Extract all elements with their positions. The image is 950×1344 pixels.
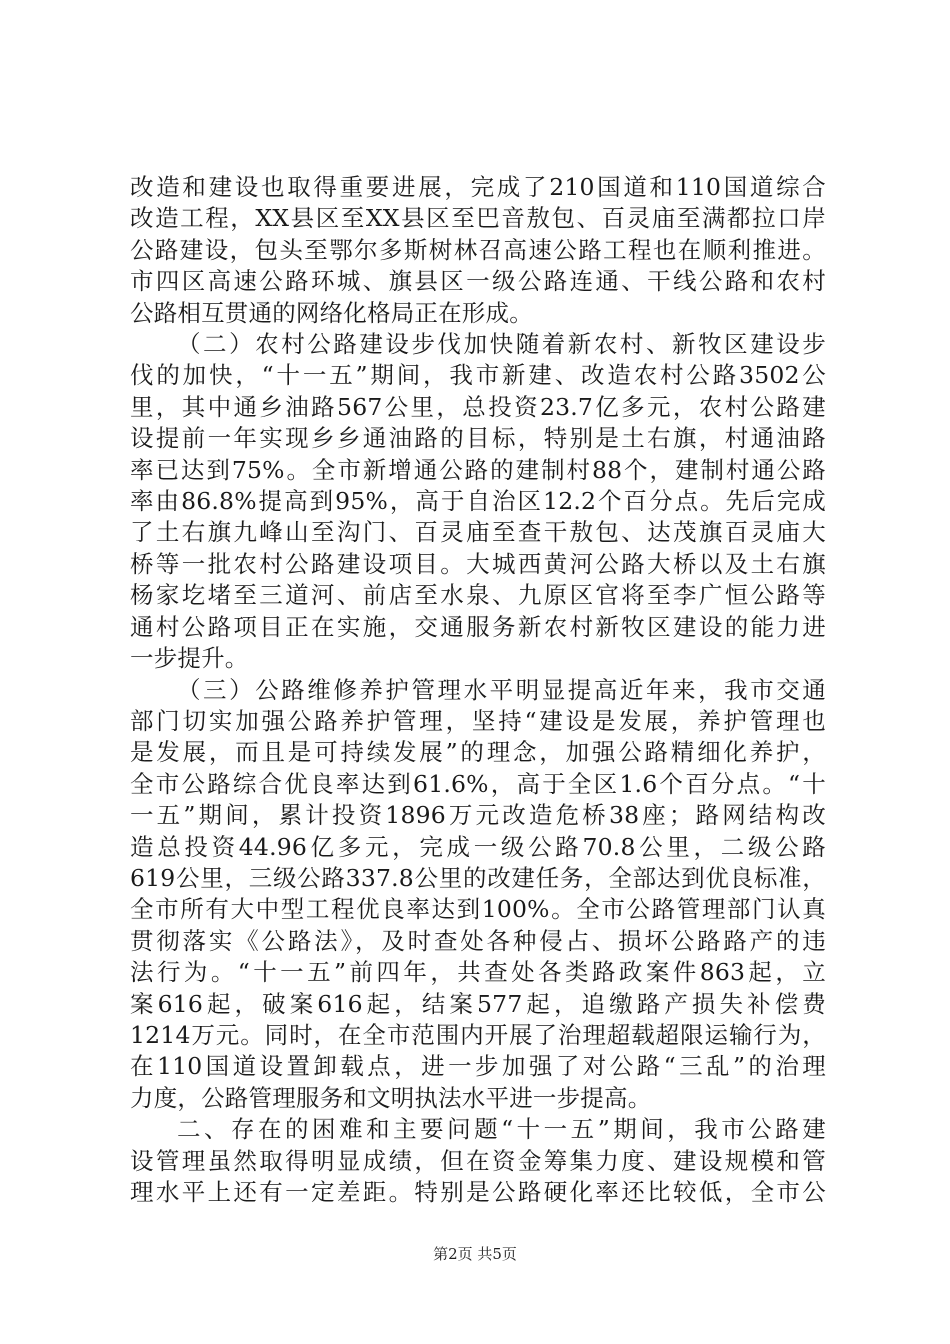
text-line: 了土右旗九峰山至沟门、百灵庙至查干敖包、达茂旗百灵庙大 xyxy=(130,518,826,547)
text-line: 公路相互贯通的网络化格局正在形成。 xyxy=(130,298,533,327)
text-line: 通村公路项目正在实施，交通服务新农村新牧区建设的能力进 xyxy=(130,612,826,641)
text-line: 公路建设，包头至鄂尔多斯树林召高速公路工程也在顺利推进。 xyxy=(130,235,826,264)
page-footer xyxy=(0,1244,950,1264)
text-line: 部门切实加强公路养护管理，坚持“建设是发展，养护管理也 xyxy=(130,706,826,735)
text-line: 里，其中通乡油路567公里，总投资23.7亿多元，农村公路建 xyxy=(130,392,826,421)
text-line: 是发展，而且是可持续发展”的理念，加强公路精细化养护， xyxy=(130,738,826,767)
text-line: （二）农村公路建设步伐加快随着新农村、新牧区建设步 xyxy=(177,330,826,359)
text-line: 理水平上还有一定差距。特别是公路硬化率还比较低，全市公 xyxy=(130,1178,826,1206)
text-line: 造总投资44.96亿多元，完成一级公路70.8公里，二级公路 xyxy=(130,832,826,861)
text-line: 全市公路综合优良率达到61.6%，高于全区1.6个百分点。“十 xyxy=(130,769,826,798)
text-line: 伐的加快，“十一五”期间，我市新建、改造农村公路3502公 xyxy=(130,361,826,390)
paragraph xyxy=(130,329,826,674)
text-line: 市四区高速公路环城、旗县区一级公路连通、干线公路和农村 xyxy=(130,267,826,296)
text-line: 一五”期间，累计投资1896万元改造危桥38座；路网结构改 xyxy=(130,801,826,830)
paragraph xyxy=(130,1114,826,1208)
text-line: 率由86.8%提高到95%，高于自治区12.2个百分点。先后完成 xyxy=(130,487,826,516)
text-line: 桥等一批农村公路建设项目。大城西黄河公路大桥以及土右旗 xyxy=(130,549,826,578)
text-line: 贯彻落实《公路法》，及时查处各种侵占、损坏公路路产的违 xyxy=(130,926,826,955)
text-line: （三）公路维修养护管理水平明显提高近年来，我市交通 xyxy=(177,675,826,704)
text-line: 619公里，三级公路337.8公里的改建任务，全部达到优良标准， xyxy=(130,863,826,892)
text-line: 力度，公路管理服务和文明执法水平进一步提高。 xyxy=(130,1083,652,1112)
document-body xyxy=(130,172,826,1208)
text-line: 改造和建设也取得重要进展，完成了210国道和110国道综合 xyxy=(130,173,826,201)
text-line: 案616起，破案616起，结案577起，追缴路产损失补偿费 xyxy=(130,989,826,1018)
page-number-label: 第2页 共5页 xyxy=(433,1245,517,1263)
text-line: 一步提升。 xyxy=(130,644,249,673)
text-line: 改造工程，XX县区至XX县区至巴音敖包、百灵庙至满都拉口岸 xyxy=(130,204,826,233)
text-line: 率已达到75%。全市新增通公路的建制村88个，建制村通公路 xyxy=(130,455,826,484)
text-line: 设管理虽然取得明显成绩，但在资金筹集力度、建设规模和管 xyxy=(130,1146,826,1175)
paragraph xyxy=(130,172,826,329)
text-line: 设提前一年实现乡乡通油路的目标，特别是土右旗，村通油路 xyxy=(130,424,826,453)
paragraph xyxy=(130,675,826,1115)
text-line: 二、存在的困难和主要问题“十一五”期间，我市公路建 xyxy=(177,1115,826,1144)
text-line: 1214万元。同时，在全市范围内开展了治理超载超限运输行为， xyxy=(130,1020,826,1049)
text-line: 法行为。“十一五”前四年，共查处各类路政案件863起，立 xyxy=(130,958,826,987)
text-line: 杨家圪堵至三道河、前店至水泉、九原区官将至李广恒公路等 xyxy=(130,581,826,610)
text-line: 全市所有大中型工程优良率达到100%。全市公路管理部门认真 xyxy=(130,895,826,924)
text-line: 在110国道设置卸载点，进一步加强了对公路“三乱”的治理 xyxy=(130,1052,826,1081)
